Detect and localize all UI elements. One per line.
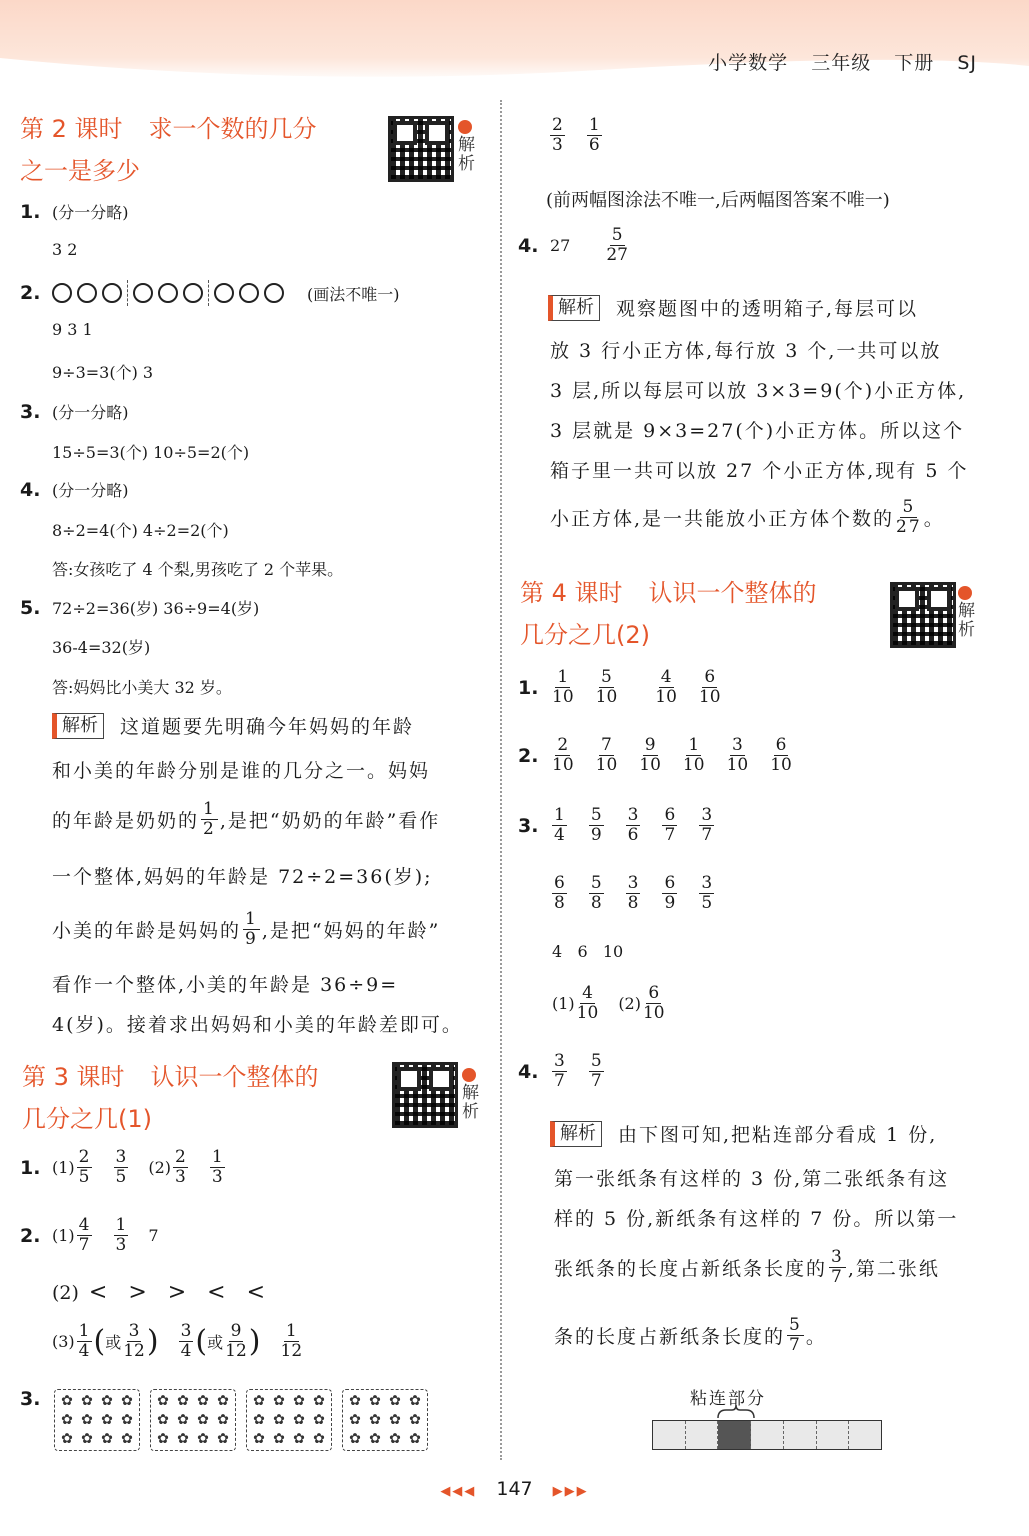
lesson2-title-number: 第 2 课时	[20, 115, 123, 143]
l4-q3-row2	[550, 874, 716, 913]
circle-icon	[264, 283, 284, 303]
qr-analysis-tag-lesson2[interactable]: 解析	[458, 120, 482, 174]
fraction: $\frac{3}{7}$	[701, 805, 713, 845]
qr-code-lesson3[interactable]	[392, 1062, 458, 1128]
l3-q2-1: 2. (1) $\frac{4}{7}$ $\frac{1}{3}$ 7	[20, 1215, 159, 1255]
page-footer	[0, 1478, 1029, 1500]
fraction: $\frac{5}{7}$	[590, 1051, 602, 1091]
l4-q3-row3: 4 6 10	[552, 942, 624, 961]
fraction: $\frac{3}{6}$	[627, 805, 639, 845]
fraction: $\frac{6}{7}$	[664, 805, 676, 845]
fraction: $\frac{3}{5}$	[701, 873, 713, 913]
qr-analysis-tag-lesson4[interactable]: 解析	[958, 586, 982, 640]
fraction: $\frac{1}{10}$	[552, 667, 574, 707]
brace-icon	[716, 1404, 756, 1420]
l3-q1: 1. (1) $\frac{2}{5}$ $\frac{3}{5}$ (2) $\frac{2}{3}$ $\frac{1}{3}$	[20, 1147, 223, 1187]
l3-q2-2: (2) < > > < <	[52, 1280, 266, 1305]
fraction: $\frac{5}{27}$	[896, 497, 922, 537]
fraction: $\frac{1}{12}$	[280, 1321, 303, 1361]
column-divider	[500, 100, 502, 1460]
circle-icon	[214, 283, 234, 303]
l4-q3-row4: (1) $\frac{4}{10}$ (2) $\frac{6}{10}$	[552, 983, 665, 1023]
fraction: $\frac{5}{8}$	[590, 873, 602, 913]
r-analysis-line3: 3 层,所以每层可以放 3×3=9(个)小正方体,	[550, 380, 967, 402]
fraction: $\frac{4}{7}$	[78, 1215, 90, 1255]
fraction: $\frac{1}{3}$	[211, 1147, 223, 1187]
l2-analysis-line2: 和小美的年龄分别是谁的几分之一。妈妈	[52, 760, 431, 782]
fraction: $\frac{3}{7}$	[554, 1051, 565, 1091]
fraction: $\frac{9}{10}$	[639, 735, 661, 775]
l2-q3-answer: 15÷5=3(个) 10÷5=2(个)	[52, 443, 250, 462]
l2-q4-answer: 8÷2=4(个) 4÷2=2(个)	[52, 521, 229, 540]
lesson4-title: 第 4 课时 认识一个整体的	[520, 579, 817, 607]
circle-icon	[133, 283, 153, 303]
qr-analysis-tag-lesson3[interactable]: 解析	[462, 1068, 486, 1122]
fraction: $\frac{1}{9}$	[245, 909, 258, 949]
paper-strip-diagram	[652, 1420, 882, 1450]
fraction: $\frac{3}{5}$	[115, 1147, 127, 1187]
r-analysis-line2: 放 3 行小正方体,每行放 3 个,一共可以放	[550, 340, 942, 362]
circle-icon	[102, 283, 122, 303]
r-top-note: (前两幅图涂法不唯一,后两幅图答案不唯一)	[546, 190, 890, 211]
fraction: $\frac{3}{4}$	[180, 1321, 192, 1361]
flower-group-box: ✿ ✿ ✿ ✿ ✿ ✿ ✿ ✿ ✿ ✿ ✿ ✿	[246, 1389, 332, 1451]
fraction: $\frac{1}{6}$	[588, 115, 600, 155]
l2-q5: 5. 72÷2=36(岁) 36÷9=4(岁)	[20, 596, 260, 619]
lesson2-title	[20, 108, 317, 150]
l4-q3-row1: 3. $\frac{1}{4}$ $\frac{5}{9}$ $\frac{3}{6}$ $\frac{6}{7}$ $\frac{3}{7}$	[518, 805, 713, 845]
fraction: $\frac{4}{10}$	[576, 983, 599, 1023]
l2-q3: 3. (分一分略)	[20, 400, 129, 423]
circle-icon	[158, 283, 178, 303]
l4-analysis-line3: 样的 5 份,新纸条有这样的 7 份。所以第一	[554, 1208, 959, 1230]
fraction: $\frac{6}{10}$	[642, 983, 665, 1023]
header-book-info	[692, 48, 977, 75]
l3-q3: 3.	[20, 1388, 41, 1410]
l2-analysis-line5: 小美的年龄是妈妈的 $\frac{1}{9}$ ,是把“妈妈的年龄”	[52, 909, 441, 949]
fraction: $\frac{1}{2}$	[203, 799, 216, 839]
r-analysis-line1: 解析 观察题图中的透明箱子,每层可以	[548, 294, 918, 321]
analysis-tag: 解析	[52, 713, 104, 739]
fraction: $\frac{2}{3}$	[175, 1147, 186, 1187]
analysis-tag: 解析	[548, 295, 600, 321]
overlap-segment	[718, 1421, 751, 1449]
l2-q2-answer1: 9 3 1	[52, 320, 93, 339]
fraction: $\frac{2}{3}$	[552, 115, 563, 155]
l2-q4-reply: 答:女孩吃了 4 个梨,男孩吃了 2 个苹果。	[52, 560, 344, 579]
fraction: $\frac{1}{10}$	[682, 735, 705, 775]
r-analysis-line6: 小正方体,是一共能放小正方体个数的 $\frac{5}{27}$ 。	[550, 497, 945, 537]
r-analysis-line5: 箱子里一共可以放 27 个小正方体,现有 5 个	[550, 460, 969, 482]
l4-q4: 4. $\frac{3}{7}$ $\frac{5}{7}$	[518, 1051, 602, 1091]
qr-code-lesson4[interactable]	[890, 582, 956, 648]
qr-code-lesson2[interactable]	[388, 116, 454, 182]
lesson2-title-main: 求一个数的几分	[148, 115, 317, 143]
fraction: $\frac{5}{7}$	[789, 1315, 802, 1355]
fraction: $\frac{7}{10}$	[595, 735, 618, 775]
fraction: $\frac{1}{3}$	[115, 1215, 127, 1255]
fraction: $\frac{5}{9}$	[590, 805, 602, 845]
fraction: $\frac{9}{12}$	[225, 1321, 247, 1361]
r-q4: 4. 27 $\frac{5}{27}$	[518, 225, 628, 265]
l2-analysis-line6: 看作一个整体,小美的年龄是 36÷9=	[52, 974, 399, 996]
l2-q4: 4. (分一分略)	[20, 478, 129, 501]
next-arrows-icon: ▶▶▶	[552, 1484, 589, 1499]
fraction: $\frac{1}{4}$	[78, 1321, 90, 1361]
fraction: $\frac{5}{27}$	[606, 225, 628, 265]
l2-analysis-line4: 一个整体,妈妈的年龄是 72÷2=36(岁);	[52, 866, 433, 888]
l2-q5-answer: 36-4=32(岁)	[52, 638, 151, 657]
prev-arrows-icon: ◀◀◀	[440, 1484, 477, 1499]
circle-icon	[77, 283, 97, 303]
l4-analysis-line4: 张纸条的长度占新纸条长度的 $\frac{3}{7}$ ,第二张纸	[554, 1247, 940, 1287]
play-icon	[958, 586, 972, 600]
r-analysis-line4: 3 层就是 9×3=27(个)小正方体。所以这个	[550, 420, 965, 442]
lesson2-title-cont: 之一是多少	[20, 157, 140, 185]
circle-icon	[239, 283, 259, 303]
l2-q2: 2. (画法不唯一)	[20, 282, 400, 304]
l2-analysis-line3: 的年龄是奶奶的 $\frac{1}{2}$ ,是把“奶奶的年龄”看作	[52, 799, 441, 839]
fraction: $\frac{3}{10}$	[726, 735, 749, 775]
analysis-tag: 解析	[550, 1121, 602, 1147]
header-subject: 小学数学	[708, 52, 789, 74]
flower-group-box: ✿ ✿ ✿ ✿ ✿ ✿ ✿ ✿ ✿ ✿ ✿ ✿	[54, 1389, 140, 1451]
r-top-fractions	[548, 116, 604, 155]
l2-analysis-line1: 解析 这道题要先明确今年妈妈的年龄	[52, 712, 414, 739]
header-edition: SJ	[957, 52, 977, 74]
fraction: $\frac{2}{10}$	[552, 735, 574, 775]
l3-q2-3: (3) $\frac{1}{4}$ ( 或 $\frac{3}{12}$ ) $\frac{3}{4}$ ( 或 $\frac{9}{12}$ ) $\frac{1}{12}$	[52, 1321, 303, 1361]
header-term: 下册	[894, 52, 935, 74]
l4-q2: 2. $\frac{2}{10}$ $\frac{7}{10}$ $\frac{9}{10}$ $\frac{1}{10}$ $\frac{3}{10}$ $\frac{6}{10}$	[518, 735, 792, 775]
l4-analysis-line2: 第一张纸条有这样的 3 份,第二张纸条有这	[554, 1168, 950, 1190]
fraction: $\frac{3}{8}$	[627, 873, 639, 913]
circle-icon	[52, 283, 72, 303]
l2-q1: 1. (分一分略)	[20, 200, 129, 223]
dashed-separator	[208, 280, 209, 306]
l2-q2-answer2: 9÷3=3(个) 3	[52, 363, 154, 382]
play-icon	[462, 1068, 476, 1082]
l4-q1: 1. $\frac{1}{10}$ $\frac{5}{10}$ $\frac{4}{10}$ $\frac{6}{10}$	[518, 667, 721, 707]
lesson3-title-cont: 几分之几(1)	[22, 1105, 152, 1133]
flower-group-box: ✿ ✿ ✿ ✿ ✿ ✿ ✿ ✿ ✿ ✿ ✿ ✿	[342, 1389, 428, 1451]
l2-q1-answer: 3 2	[52, 240, 78, 259]
flower-group-box: ✿ ✿ ✿ ✿ ✿ ✿ ✿ ✿ ✿ ✿ ✿ ✿	[150, 1389, 236, 1451]
l4-analysis-line5: 条的长度占新纸条长度的 $\frac{5}{7}$ 。	[554, 1315, 827, 1355]
fraction: $\frac{6}{10}$	[770, 735, 792, 775]
header-grade: 三年级	[811, 52, 872, 74]
page-number: 147	[496, 1478, 533, 1500]
fraction: $\frac{4}{10}$	[655, 667, 677, 707]
l2-q5-reply: 答:妈妈比小美大 32 岁。	[52, 678, 232, 697]
strip-label: 粘连部分	[690, 1389, 766, 1409]
lesson3-title: 第 3 课时 认识一个整体的	[22, 1063, 319, 1091]
l2-analysis-line7: 4(岁)。接着求出妈妈和小美的年龄差即可。	[52, 1014, 463, 1036]
lesson4-title-cont: 几分之几(2)	[520, 621, 650, 649]
fraction: $\frac{3}{7}$	[831, 1247, 844, 1287]
play-icon	[458, 120, 472, 134]
fraction: $\frac{1}{4}$	[554, 805, 565, 845]
fraction: $\frac{3}{12}$	[123, 1321, 145, 1361]
fraction: $\frac{6}{10}$	[698, 667, 721, 707]
circle-icon	[183, 283, 203, 303]
fraction: $\frac{6}{9}$	[664, 873, 676, 913]
fraction: $\frac{6}{8}$	[554, 873, 565, 913]
fraction: $\frac{2}{5}$	[78, 1147, 90, 1187]
dashed-separator	[127, 280, 128, 306]
fraction: $\frac{5}{10}$	[595, 667, 618, 707]
l4-analysis-line1: 解析 由下图可知,把粘连部分看成 1 份,	[550, 1120, 937, 1147]
